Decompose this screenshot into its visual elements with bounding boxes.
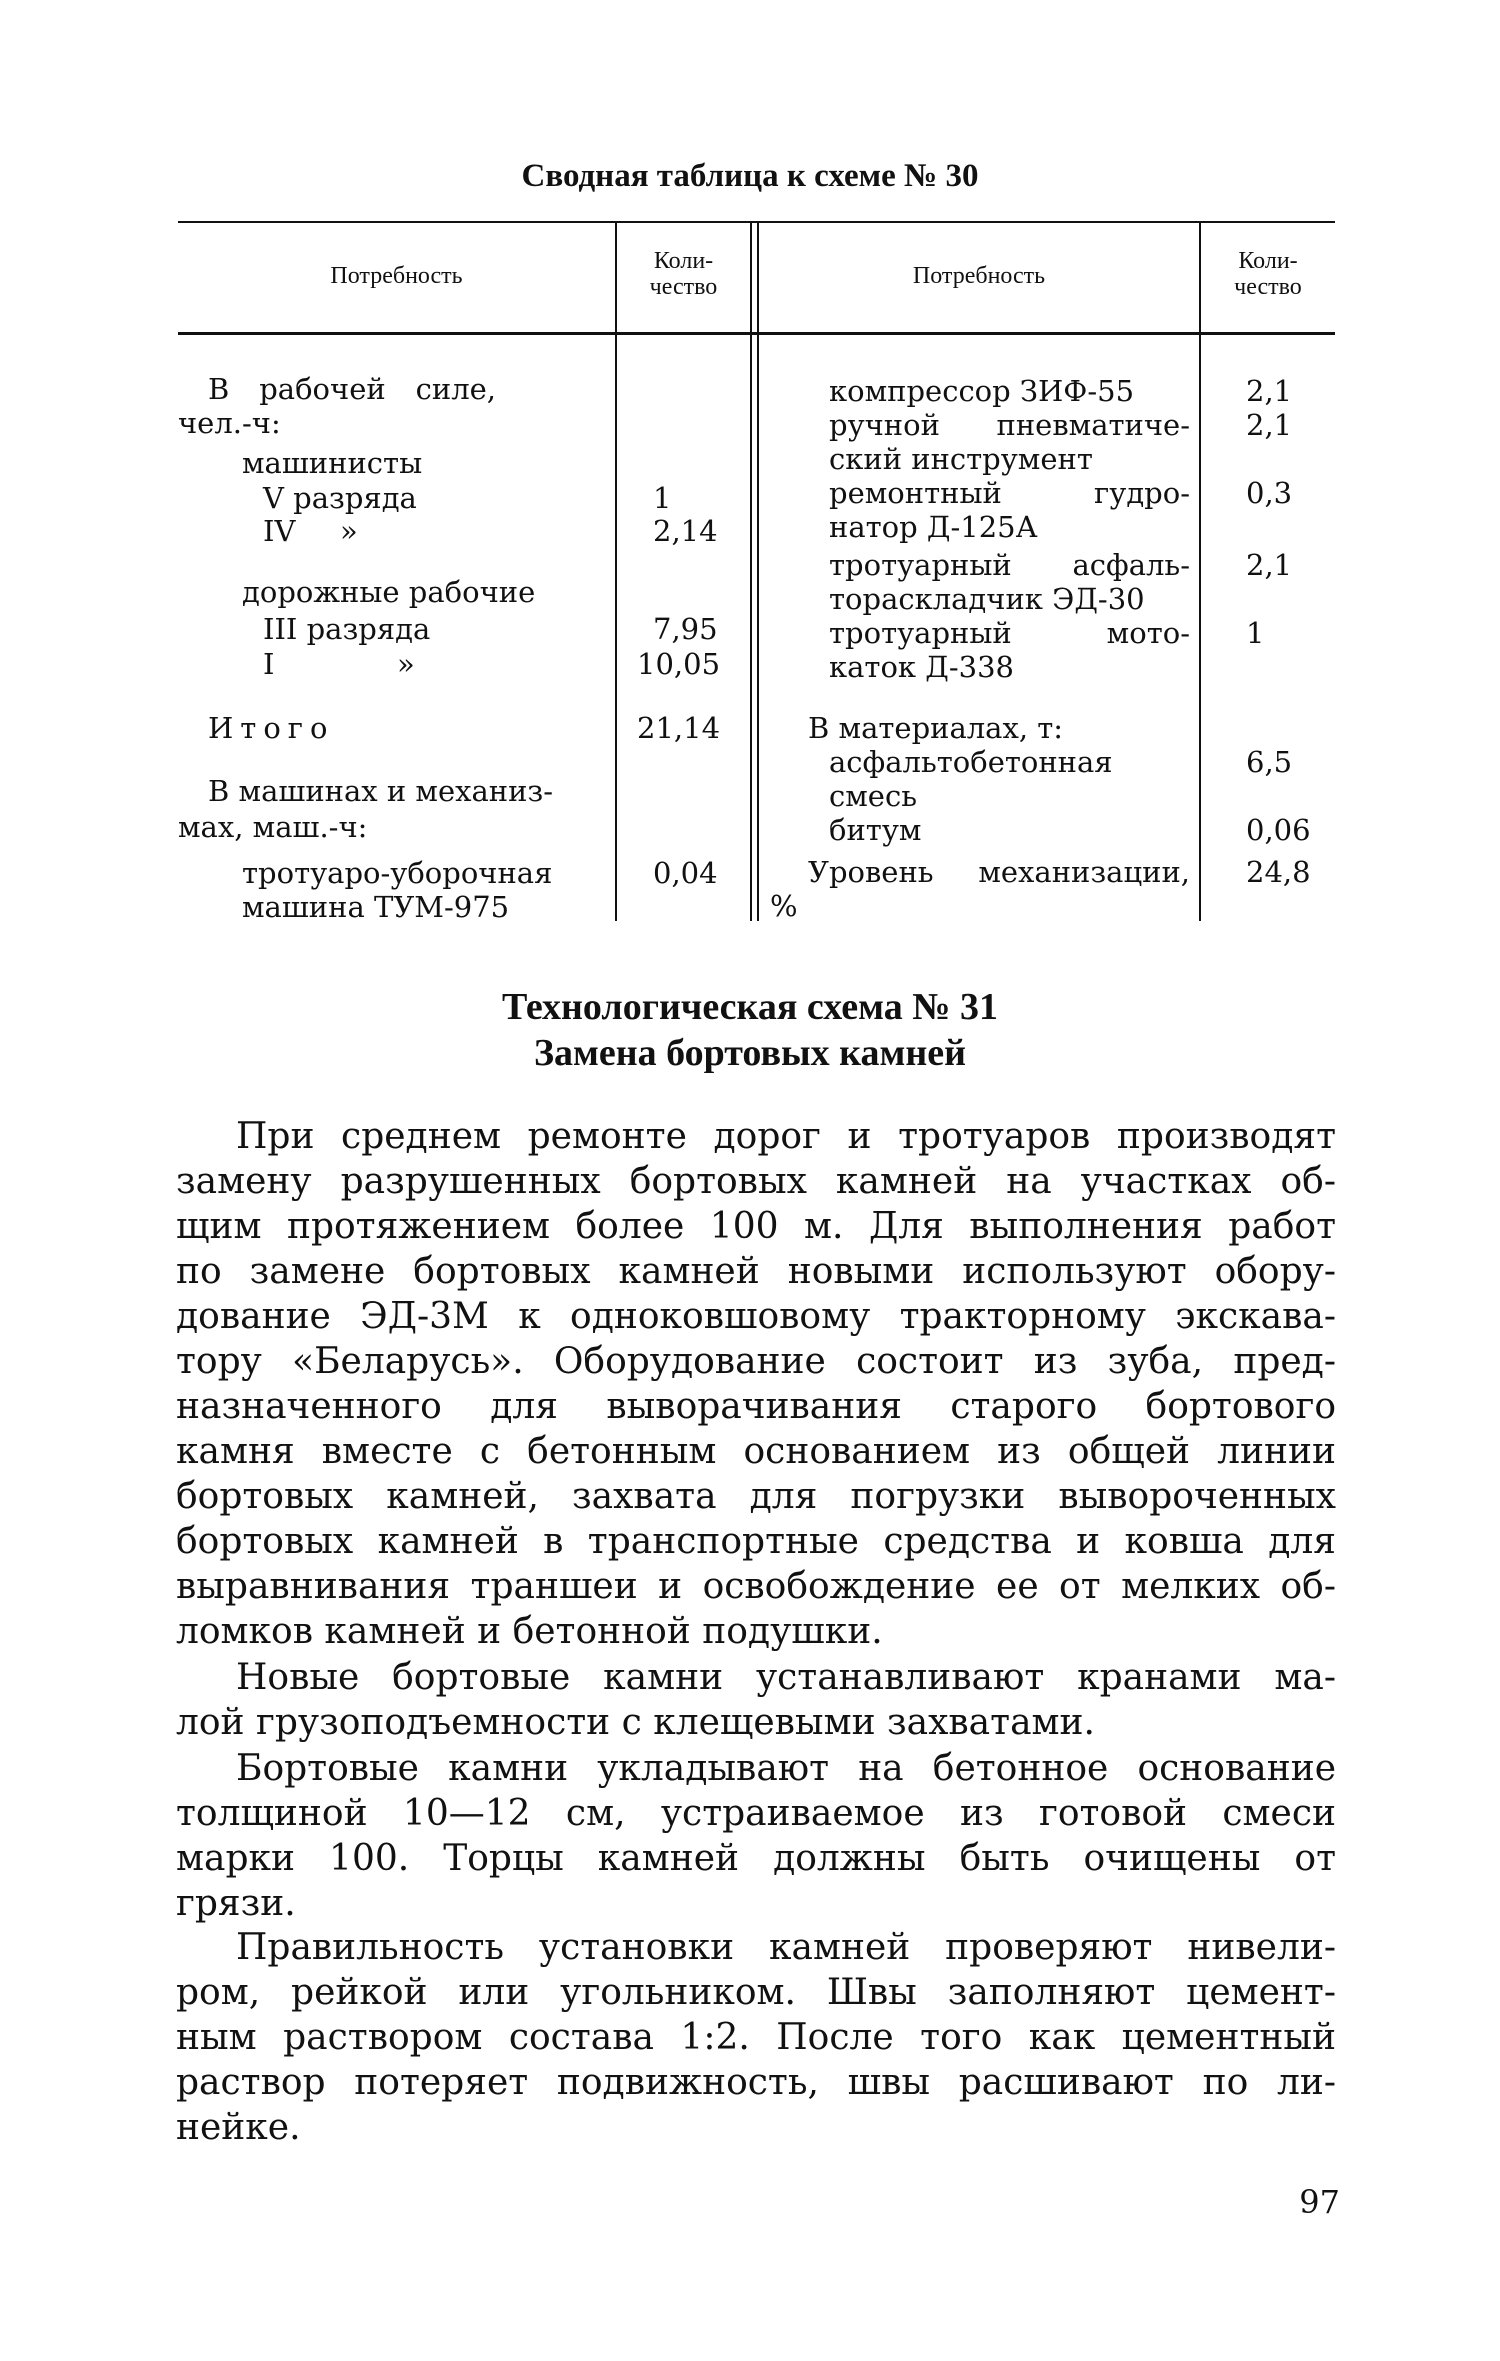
col-divider-1 [615,221,617,921]
left-qty-sweeper: 0,04 [653,856,718,890]
section-subtitle: Замена бортовых камней [533,1032,967,1074]
left-row-sweeper-model: машина ТУМ-975 [242,890,510,924]
paragraph-line: марки 100. Торцы камней должны быть очищены от [176,1838,1336,1879]
col-divider-3 [1199,221,1201,921]
paragraph-line: тору «Беларусь». Оборудование состоит из зуба, пред- [176,1341,1336,1382]
right-qty-mechanization: 24,8 [1246,855,1311,889]
left-qty-grade-i: 10,05 [637,647,721,681]
left-row-machinists: машинисты [242,446,423,480]
paragraph-line: щим протяжением более 100 м. Для выполнения работ [176,1206,1336,1247]
right-row-compressor: компрессор ЗИФ-55 [829,374,1135,408]
right-row-asphalt-2: смесь [829,779,917,813]
paragraph-line: Правильность установки камней проверяют нивели- [236,1927,1336,1968]
left-row-labor-unit: чел.-ч: [178,406,281,440]
right-qty-paver: 2,1 [1246,548,1293,582]
left-row-grade-v: V разряда [263,481,417,515]
paragraph-line: грязи. [176,1883,296,1924]
header-qty-right-2: чество [1234,274,1302,300]
right-row-pneumatic-2: ский инструмент [829,442,1093,476]
col-divider-2b [757,221,759,921]
header-qty-left-1: Коли- [653,248,714,274]
paragraph-line: толщиной 10—12 см, устраиваемое из готовой смеси [176,1793,1336,1834]
right-qty-gudronator: 0,3 [1246,476,1293,510]
paragraph-line: При среднем ремонте дорог и тротуаров производят [236,1116,1336,1157]
paragraph-line: дование ЭД-3М к одноковшовому тракторному экскава- [176,1296,1336,1337]
left-row-machines: В машинах и механиз- [208,774,554,808]
left-row-grade-iv-ditto: » [340,514,358,548]
right-qty-bitumen: 0,06 [1246,813,1311,847]
right-qty-pneumatic: 2,1 [1246,408,1293,442]
right-row-gudronator: ремонтный гудро- [829,476,1190,510]
paragraph-line: нейке. [176,2107,301,2148]
paragraph-line: Новые бортовые камни устанавливают кранами ма- [236,1657,1336,1698]
left-row-machines-unit: мах, маш.-ч: [178,810,368,844]
paragraph-line: замену разрушенных бортовых камней на участках об- [176,1161,1336,1202]
right-row-pneumatic: ручной пневматиче- [829,408,1190,442]
left-qty-grade-iv: 2,14 [653,514,718,548]
left-row-road-workers: дорожные рабочие [242,575,536,609]
paragraph-line: Бортовые камни укладывают на бетонное основание [236,1748,1336,1789]
left-row-grade-iv: IV [263,514,296,548]
right-qty-compressor: 2,1 [1246,374,1293,408]
header-need-right: Потребность [912,263,1046,289]
right-row-mechanization: Уровень механизации, [808,855,1190,889]
paragraph-1 [176,1114,1336,1654]
header-need-left: Потребность [330,263,463,289]
section-title: Технологическая схема № 31 [502,986,998,1028]
paragraph-line: раствор потеряет подвижность, швы расшивают по ли- [176,2062,1336,2103]
header-qty-right-1: Коли- [1238,248,1298,274]
paragraph-line: ром, рейкой или угольником. Швы заполняют цемент- [176,1972,1336,2013]
right-row-bitumen: битум [829,813,922,847]
left-row-sweeper: тротуаро-уборочная [242,856,553,890]
left-row-labor: В рабочей силе, [208,372,496,406]
left-row-total: Итого [208,711,335,745]
paragraph-line: бортовых камней в транспортные средства и ковша для [176,1521,1336,1562]
paragraph-4 [176,1925,1336,2150]
right-row-materials: В материалах, т: [808,711,1064,745]
right-row-mechanization-unit: % [770,889,798,923]
left-qty-grade-iii: 7,95 [653,612,718,646]
paragraph-line: ным раствором состава 1:2. После того как цементный [176,2017,1336,2058]
paragraph-line: ломков камней и бетонной подушки. [176,1611,883,1652]
right-row-gudronator-2: натор Д-125А [829,510,1038,544]
table-caption: Сводная таблица к схеме № 30 [521,158,979,194]
paragraph-line: по замене бортовых камней новыми используют обору- [176,1251,1336,1292]
right-row-roller: тротуарный мото- [829,616,1190,650]
paragraph-2 [176,1655,1336,1745]
paragraph-line: выравнивания траншеи и освобождение ее от мелких об- [176,1566,1336,1607]
paragraph-line: бортовых камней, захвата для погрузки вывороченных [176,1476,1336,1517]
paragraph-3 [176,1746,1336,1926]
col-divider-2a [750,221,752,921]
paragraph-line: назначенного для выворачивания старого бортового [176,1386,1336,1427]
right-row-paver-2: тораскладчик ЭД-30 [829,582,1145,616]
right-row-paver: тротуарный асфаль- [829,548,1190,582]
header-qty-left-2: чество [649,274,718,300]
right-qty-roller: 1 [1246,616,1265,650]
page-number: 97 [1299,2183,1340,2221]
left-row-grade-iii: III разряда [263,612,431,646]
right-row-roller-2: каток Д-338 [829,650,1014,684]
left-row-grade-i-ditto: » [397,647,415,681]
right-row-asphalt: асфальтобетонная [829,745,1113,779]
right-qty-asphalt: 6,5 [1246,745,1293,779]
paragraph-line: камня вместе с бетонным основанием из общей линии [176,1431,1336,1472]
left-qty-grade-v: 1 [653,481,672,515]
left-row-grade-i: I [263,647,275,681]
paragraph-line: лой грузоподъемности с клещевыми захватами. [176,1702,1095,1743]
left-qty-total: 21,14 [637,711,721,745]
